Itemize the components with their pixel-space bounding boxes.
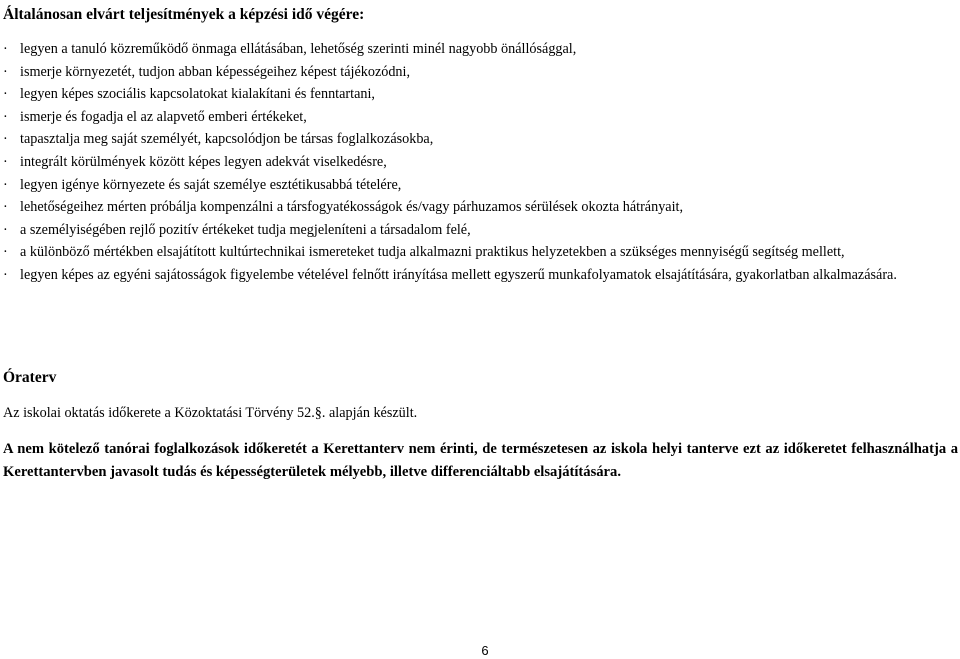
list-item bbox=[3, 106, 953, 129]
list-item-text: legyen képes az egyéni sajátosságok figyelembe vételével felnőtt irányítása mellett egyszerű munkafolyamatok elsajátítására, gyakorlatban alkalmazására. bbox=[20, 266, 897, 283]
list-item bbox=[3, 83, 953, 106]
bullet-mark: · bbox=[3, 176, 8, 193]
list-item bbox=[3, 174, 953, 197]
list-item-text: ismerje és fogadja el az alapvető emberi értékeket, bbox=[20, 108, 307, 125]
list-item-text: legyen a tanuló közreműködő önmaga ellátásában, lehetőség szerinti minél nagyobb önállósággal, bbox=[20, 41, 577, 57]
list-item bbox=[3, 128, 953, 151]
bullet-mark: · bbox=[3, 199, 8, 216]
section-heading-timetable: Óraterv bbox=[3, 369, 57, 386]
time-frame-statement: Az iskolai oktatás időkerete a Közoktatási Törvény 52.§. alapján készült. bbox=[3, 405, 418, 421]
bullet-mark: · bbox=[3, 266, 8, 283]
list-item-text: integrált körülmények között képes legyen adekvát viselkedésre, bbox=[20, 153, 387, 170]
bullet-mark: · bbox=[3, 131, 8, 148]
list-item bbox=[3, 241, 953, 264]
list-item bbox=[3, 61, 953, 84]
outcomes-list bbox=[3, 38, 953, 287]
time-frame-notice: A nem kötelező tanórai foglalkozások időkeretét a Kerettanterv nem érinti, de természetesen az iskola helyi tanterve ezt az időkeretet felhasználhatja a Kerettantervben javasolt tudás és képességterületek mélyebb, illetve differenciáltabb elsajátítására. bbox=[3, 441, 958, 480]
list-item-text: a különböző mértékben elsajátított kultúrtechnikai ismereteket tudja alkalmazni praktikus helyzetekben a szükséges mennyiségű segítség mellett, bbox=[20, 244, 845, 261]
page-number: 6 bbox=[481, 643, 489, 658]
bullet-mark: · bbox=[3, 153, 8, 170]
list-item-text: ismerje környezetét, tudjon abban képességeihez képest tájékozódni, bbox=[20, 63, 411, 80]
list-item bbox=[3, 38, 953, 61]
bullet-mark: · bbox=[3, 86, 8, 103]
list-item-text: legyen képes szociális kapcsolatokat kialakítani és fenntartani, bbox=[20, 86, 375, 103]
bullet-mark: · bbox=[3, 244, 8, 261]
list-item bbox=[3, 151, 953, 174]
bullet-mark: · bbox=[3, 63, 8, 80]
list-item bbox=[3, 196, 953, 219]
list-item bbox=[3, 219, 953, 242]
list-item-text: legyen igénye környezete és saját személye esztétikusabbá tételére, bbox=[20, 176, 402, 193]
section-heading-expected-outcomes: Általánosan elvárt teljesítmények a képzési idő végére: bbox=[3, 6, 365, 23]
list-item-text: a személyiségében rejlő pozitív értékeket tudja megjeleníteni a társadalom felé, bbox=[20, 221, 471, 238]
list-item-text: lehetőségeihez mérten próbálja kompenzálni a társfogyatékosságok és/vagy párhuzamos sérülések okozta hátrányait, bbox=[20, 199, 684, 216]
bullet-mark: · bbox=[3, 221, 8, 238]
bullet-mark: · bbox=[3, 41, 8, 57]
list-item bbox=[3, 264, 953, 287]
list-item-text: tapasztalja meg saját személyét, kapcsolódjon be társas foglalkozásokba, bbox=[20, 131, 434, 148]
bullet-mark: · bbox=[3, 108, 8, 125]
